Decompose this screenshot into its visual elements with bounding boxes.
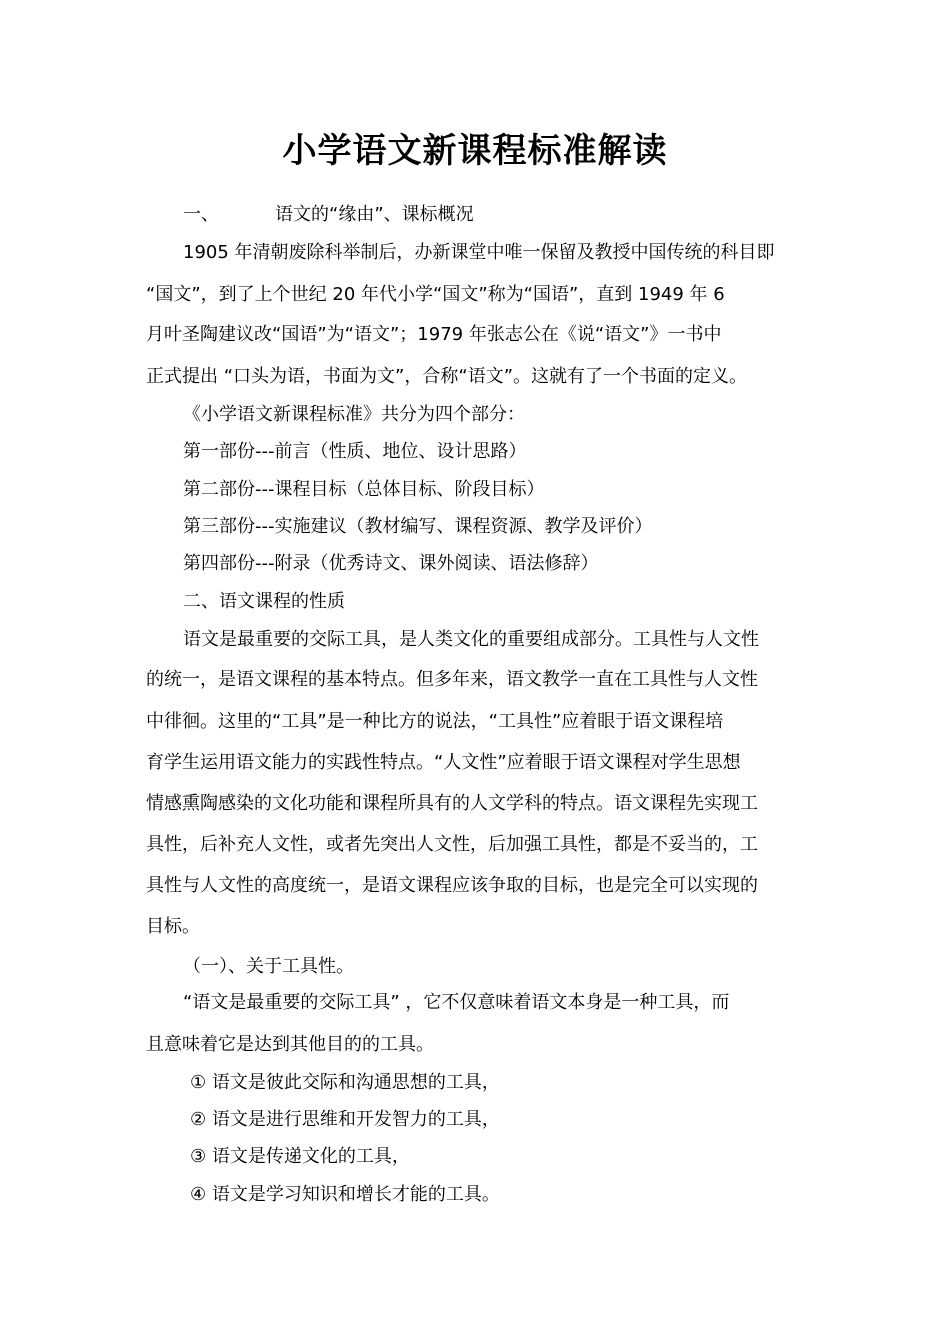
paragraph-line: 月叶圣陶建议改“国语”为“语文”；1979 年张志公在《说“语文”》一书中 — [146, 324, 722, 345]
section-heading-1 — [183, 202, 843, 228]
tool-list-item: ② 语文是进行思维和开发智力的工具， — [190, 1109, 500, 1130]
section-heading-1-number: 一、 — [183, 204, 219, 225]
part-item: 第一部份---前言（性质、地位、设计思路） — [183, 441, 527, 462]
section-heading-2: 二、语文课程的性质 — [183, 591, 345, 612]
tool-list-item: ① 语文是彼此交际和沟通思想的工具， — [190, 1072, 500, 1093]
paragraph-line: 育学生运用语文能力的实践性特点。“人文性”应着眼于语文课程对学生思想 — [146, 752, 741, 773]
tool-list-item: ④ 语文是学习知识和增长才能的工具。 — [190, 1184, 500, 1205]
paragraph-line: “语文是最重要的交际工具” ，它不仅意味着语文本身是一种工具，而 — [183, 992, 730, 1013]
paragraph-line: 的统一，是语文课程的基本特点。但多年来，语文教学一直在工具性与人文性 — [146, 669, 758, 690]
document-title: 小学语文新课程标准解读 — [282, 131, 668, 171]
subheading: （一）、关于工具性。 — [183, 956, 354, 977]
paragraph-line: 且意味着它是达到其他目的的工具。 — [146, 1034, 434, 1055]
paragraph-line: 中徘徊。这里的“工具”是一种比方的说法，“工具性”应着眼于语文课程培 — [146, 711, 724, 732]
paragraph-line: 1905 年清朝废除科举制后，办新课堂中唯一保留及教授中国传统的科目即 — [183, 242, 775, 263]
paragraph-line: 目标。 — [146, 916, 200, 937]
part-item: 第二部份---课程目标（总体目标、阶段目标） — [183, 479, 545, 500]
part-item: 第四部份---附录（优秀诗文、课外阅读、语法修辞） — [183, 553, 599, 574]
paragraph-line: 情感熏陶感染的文化功能和课程所具有的人文学科的特点。语文课程先实现工 — [146, 793, 758, 814]
tool-list-item: ③ 语文是传递文化的工具， — [190, 1146, 410, 1167]
paragraph-line: 语文是最重要的交际工具，是人类文化的重要组成部分。工具性与人文性 — [183, 629, 759, 650]
part-item: 第三部份---实施建议（教材编写、课程资源、教学及评价） — [183, 516, 653, 537]
paragraph-line: 具性，后补充人文性，或者先突出人文性，后加强工具性，都是不妥当的，工 — [146, 834, 758, 855]
paragraph-line: 正式提出 “口头为语，书面为文”，合称“语文”。这就有了一个书面的定义。 — [146, 366, 748, 387]
section-heading-1-text: 语文的“缘由”、课标概况 — [275, 204, 474, 225]
standard-intro: 《小学语文新课程标准》共分为四个部分： — [183, 404, 525, 425]
paragraph-line: “国文”，到了上个世纪 20 年代小学“国文”称为“国语”，直到 1949 年 6 — [146, 284, 725, 305]
paragraph-line: 具性与人文性的高度统一，是语文课程应该争取的目标，也是完全可以实现的 — [146, 875, 758, 896]
